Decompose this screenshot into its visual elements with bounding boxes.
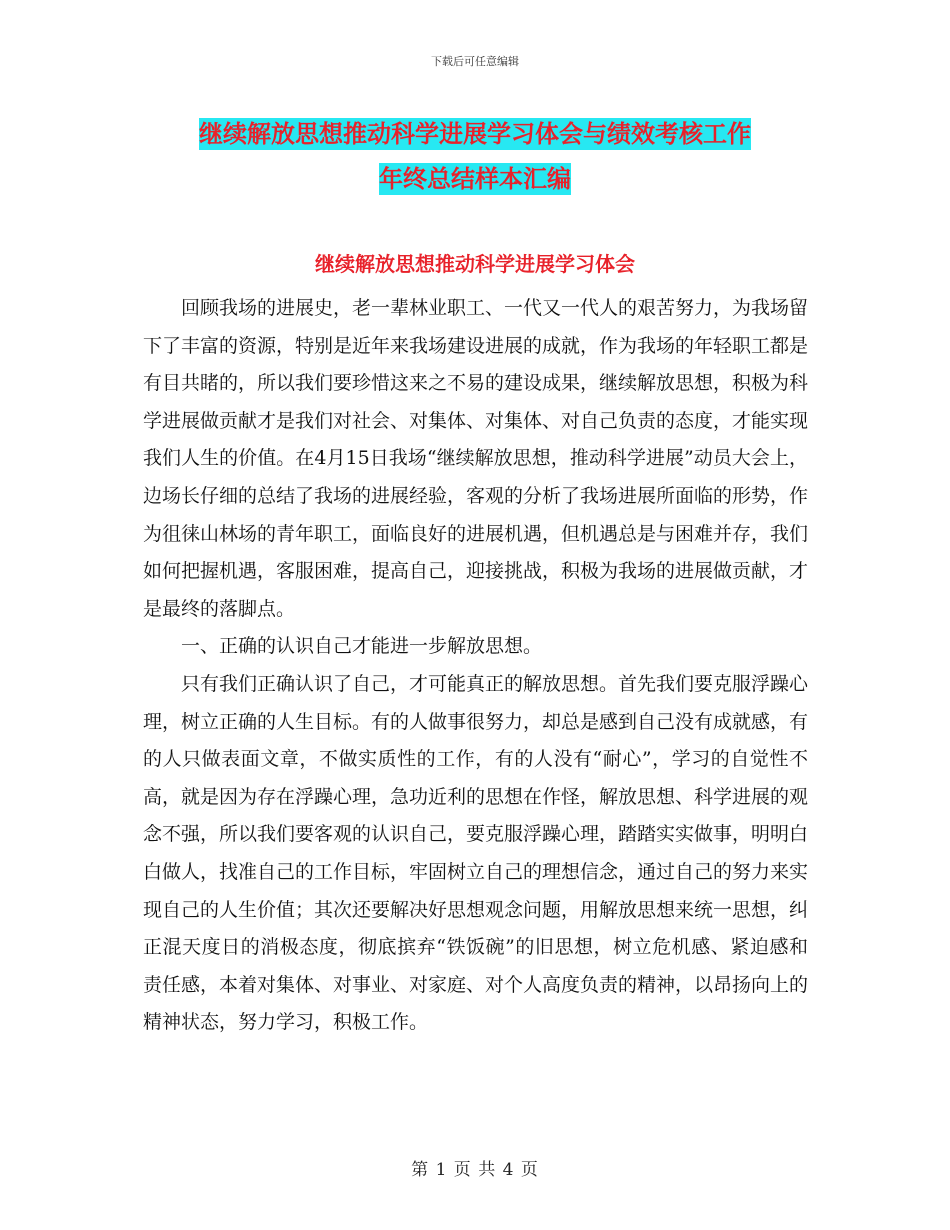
paragraph-intro: 回顾我场的进展史，老一辈林业职工、一代又一代人的艰苦努力，为我场留下了丰富的资源，特别是近年来我场建设进展的成就，作为我场的年轻职工都是有目共睹的，所以我们要珍惜这来之不易的建设成果，继续解放思想，积极为科学进展做贡献才是我们对社会、对集体、对集体、对自己负责的态度，才能实现我们人生的价值。在4月15日我场“继续解放思想，推动科学进展”动员大会上，边场长仔细的总结了我场的进展经验，客观的分析了我场进展所面临的形势，作为徂徕山林场的青年职工，面临良好的进展机遇，但机遇总是与困难并存，我们如何把握机遇，客服困难，提高自己，迎接挑战，积极为我场的进展做贡献，才是最终的落脚点。 [143,297,809,620]
page-footer: 第 1 页 共 4 页 [411,1160,539,1180]
header-note: 下载后可任意编辑 [431,55,519,68]
title-line-1: 继续解放思想推动科学进展学习体会与绩效考核工作 [199,120,751,148]
section-title: 继续解放思想推动科学进展学习体会 [315,252,635,276]
paragraph-heading-1: 一、正确的认识自己才能进一步解放思想。 [181,635,543,658]
paragraph-body-1: 只有我们正确认识了自己，才可能真正的解放思想。首先我们要克服浮躁心理，树立正确的人生目标。有的人做事很努力，却总是感到自己没有成就感，有的人只做表面文章，不做实质性的工作，有的人没有“耐心”，学习的自觉性不高，就是因为存在浮躁心理，急功近利的思想在作怪，解放思想、科学进展的观念不强，所以我们要客观的认识自己，要克服浮躁心理，踏踏实实做事，明明白白做人，找准自己的工作目标，牢固树立自己的理想信念，通过自己的努力来实现自己的人生价值；其次还要解决好思想观念问题，用解放思想来统一思想，纠正混天度日的消极态度，彻底摈弃“铁饭碗”的旧思想，树立危机感、紧迫感和责任感，本着对集体、对事业、对家庭、对个人高度负责的精神，以昂扬向上的精神状态，努力学习，积极工作。 [143,672,809,1034]
document-title [0,112,950,202]
document-body [143,290,808,1042]
title-line-2: 年终总结样本汇编 [379,165,571,193]
